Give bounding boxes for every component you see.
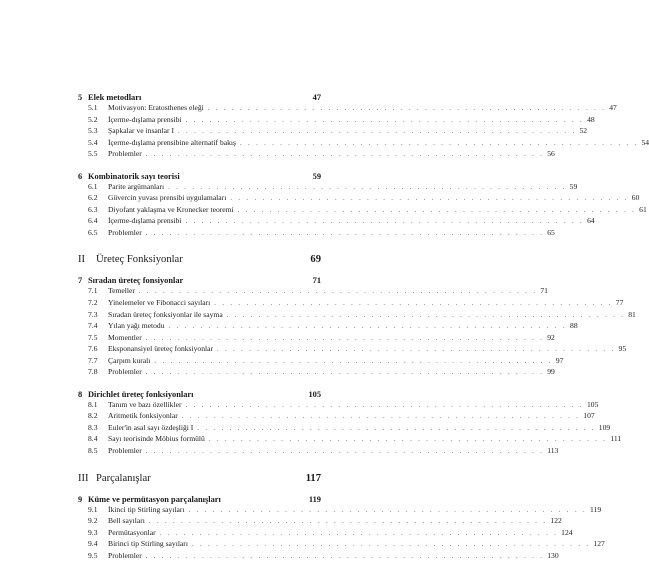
dot-leader: . . . . . . . . . . . . . . . . . . . . . . . . . . . . . . . . . . . . . . . . . . . . . . . . . . [181, 413, 581, 421]
section-number: 5.5 [88, 149, 98, 159]
dot-leader: . . . . . . . . . . . . . . . . . . . . . . . . . . . . . . . . . . . . . . . . . . . . . . . . . . [237, 206, 637, 214]
part-heading-left [78, 253, 183, 267]
chapter-block [78, 93, 649, 161]
chapter-title: Sıradan üreteç fonsiyonlar [88, 276, 184, 286]
chapter-heading-left [78, 495, 221, 505]
section-page-number: 59 [569, 181, 578, 191]
chapter-page-number: 105 [308, 389, 321, 399]
section-number: 7.3 [88, 309, 98, 319]
toc-entry[interactable] [78, 181, 578, 194]
chapter-heading-left [78, 93, 141, 103]
section-title: İçerme-dışlama prensibine alternatif bakış [108, 137, 236, 147]
section-number: 6.4 [88, 216, 98, 226]
section-number: 6.1 [88, 181, 98, 191]
chapter-number: 7 [78, 276, 83, 286]
section-page-number: 99 [547, 367, 555, 377]
chapter-page-number: 119 [308, 494, 321, 504]
section-title: Eksponansiyel üreteç fonksiyonlar [108, 344, 214, 354]
chapter-block [78, 276, 636, 378]
dot-leader: . . . . . . . . . . . . . . . . . . . . . . . . . . . . . . . . . . . . . . . . . . . . . . . . . . [168, 323, 568, 331]
section-title: İçerme-dışlama prensibi [108, 114, 182, 124]
section-title: Yılan yağı metodu [108, 321, 165, 331]
section-page-number: 107 [583, 411, 595, 421]
section-number: 7.5 [88, 332, 98, 342]
toc-entry[interactable] [78, 309, 636, 322]
toc-entry[interactable] [78, 286, 548, 298]
section-number: 9.5 [88, 550, 98, 560]
section-title: Güvercin yuvası prensibi uygulamaları [108, 193, 227, 203]
section-number: 5.1 [88, 103, 98, 112]
part-heading [78, 253, 321, 267]
toc-entry[interactable] [78, 332, 555, 345]
section-page-number: 97 [555, 355, 564, 365]
toc-entry[interactable] [78, 344, 627, 356]
chapter-number: 5 [78, 93, 83, 102]
section-number: 9.3 [88, 527, 98, 537]
section-number: 6.2 [88, 193, 98, 203]
dot-leader: . . . . . . . . . . . . . . . . . . . . . . . . . . . . . . . . . . . . . . . . . . . . . . . . . . [191, 541, 591, 549]
section-number: 7.8 [88, 367, 98, 377]
dot-leader: . . . . . . . . . . . . . . . . . . . . . . . . . . . . . . . . . . . . . . . . . . . . . . . . . . [145, 334, 545, 342]
toc-entry[interactable] [78, 527, 573, 540]
toc-entry[interactable] [78, 321, 578, 333]
part-heading [78, 472, 321, 486]
chapter-title: Elek metodları [88, 93, 142, 102]
section-title: Çarpım kuralı [108, 355, 151, 365]
section-title: Birinci tip Stirling sayıları [108, 539, 188, 549]
chapter-title: Kombinatorik sayı teorisi [88, 171, 180, 181]
dot-leader: . . . . . . . . . . . . . . . . . . . . . . . . . . . . . . . . . . . . . . . . . . . . . . . . . . [154, 357, 553, 365]
dot-leader: . . . . . . . . . . . . . . . . . . . . . . . . . . . . . . . . . . . . . . . . . . . . . . . . . . [145, 552, 545, 560]
section-page-number: 64 [587, 216, 595, 226]
toc-entry[interactable] [78, 227, 555, 240]
dot-leader: . . . . . . . . . . . . . . . . . . . . . . . . . . . . . . . . . . . . . . . . . . . . . . . . . . [240, 139, 639, 147]
table-of-contents [78, 93, 649, 562]
section-title: Diyofant yaklaşma ve Kronecker teoremi [108, 204, 234, 214]
section-number: 5.4 [88, 137, 98, 147]
toc-entry[interactable] [78, 126, 588, 138]
section-page-number: 122 [550, 516, 562, 526]
dot-leader: . . . . . . . . . . . . . . . . . . . . . . . . . . . . . . . . . . . . . . . . . . . . . . . . . . [159, 529, 559, 537]
part-number: III [78, 472, 89, 484]
section-number: 8.3 [88, 422, 98, 432]
section-page-number: 109 [598, 422, 611, 432]
section-number: 5.2 [88, 114, 98, 124]
toc-entry[interactable] [78, 550, 559, 563]
section-title: Sıradan üreteç fonksiyonlar ile sayma [108, 309, 223, 319]
part-number: II [78, 254, 86, 266]
toc-entry[interactable] [78, 193, 640, 205]
section-number: 6.3 [88, 204, 98, 214]
dot-leader: . . . . . . . . . . . . . . . . . . . . . . . . . . . . . . . . . . . . . . . . . . . . . . . . . . [214, 300, 613, 308]
section-title: Bell sayıları [108, 516, 145, 526]
dot-leader: . . . . . . . . . . . . . . . . . . . . . . . . . . . . . . . . . . . . . . . . . . . . . . . . . . [197, 424, 596, 432]
section-number: 7.7 [88, 355, 98, 365]
section-page-number: 130 [547, 550, 559, 560]
part-page-number: 117 [305, 472, 321, 484]
section-page-number: 95 [618, 344, 627, 354]
section-page-number: 48 [587, 114, 595, 124]
section-number: 9.4 [88, 539, 98, 549]
section-title: Euler'in asal sayı özdeşliği I [108, 422, 194, 432]
chapter-heading-left [78, 172, 180, 182]
section-page-number: 65 [547, 227, 555, 237]
section-title: Parite argümanları [108, 181, 165, 191]
dot-leader: . . . . . . . . . . . . . . . . . . . . . . . . . . . . . . . . . . . . . . . . . . . . . . . . . . [168, 183, 567, 191]
section-page-number: 92 [547, 332, 555, 342]
chapter-block [78, 171, 647, 240]
toc-entry[interactable] [78, 103, 617, 115]
toc-entry[interactable] [78, 298, 624, 310]
chapter-heading[interactable] [78, 93, 321, 103]
toc-entry[interactable] [78, 355, 564, 368]
toc-entry[interactable] [78, 422, 611, 435]
dot-leader: . . . . . . . . . . . . . . . . . . . . . . . . . . . . . . . . . . . . . . . . . . . . . . . . . . [208, 436, 608, 444]
section-title: İçerme-dışlama prensibi [108, 216, 182, 226]
chapter-heading[interactable] [78, 390, 321, 400]
dot-leader: . . . . . . . . . . . . . . . . . . . . . . . . . . . . . . . . . . . . . . . . . . . . . . . . . . [207, 105, 607, 112]
section-page-number: 119 [590, 504, 602, 514]
chapter-heading-left [78, 390, 193, 400]
section-title: Problemler [108, 149, 142, 159]
dot-leader: . . . . . . . . . . . . . . . . . . . . . . . . . . . . . . . . . . . . . . . . . . . . . . . . . . [138, 288, 538, 296]
section-title: Yinelemeler ve Fibonacci sayıları [108, 298, 211, 308]
section-title: Problemler [108, 227, 142, 237]
section-title: Permütasyonlar [108, 527, 156, 537]
section-number: 8.1 [88, 399, 98, 409]
section-page-number: 52 [579, 126, 588, 136]
section-title: Temeller [108, 286, 135, 296]
toc-entry[interactable] [78, 411, 595, 423]
section-page-number: 113 [547, 446, 559, 456]
section-page-number: 105 [586, 399, 599, 409]
dot-leader: . . . . . . . . . . . . . . . . . . . . . . . . . . . . . . . . . . . . . . . . . . . . . . . . . . [226, 311, 626, 319]
chapter-heading[interactable] [78, 495, 321, 505]
toc-entry[interactable] [78, 399, 599, 412]
section-page-number: 60 [631, 193, 640, 203]
part-title: Üreteç Fonksiyonlar [96, 254, 183, 266]
toc-entry[interactable] [78, 137, 649, 150]
section-title: Tanım ve bazı özellikler [108, 399, 182, 409]
section-number: 7.6 [88, 344, 98, 354]
toc-entry[interactable] [78, 114, 595, 127]
chapter-number: 8 [78, 389, 83, 399]
chapter-heading-left [78, 276, 183, 286]
section-title: Motivasyon: Eratosthenes eleği [108, 103, 204, 112]
section-number: 7.2 [88, 298, 98, 308]
toc-entry[interactable] [78, 367, 555, 379]
section-page-number: 77 [615, 298, 624, 308]
dot-leader: . . . . . . . . . . . . . . . . . . . . . . . . . . . . . . . . . . . . . . . . . . . . . . . . . . [178, 128, 577, 136]
section-number: 8.5 [88, 446, 98, 456]
section-title: Sayı teorisinde Möbius formülü [108, 434, 205, 444]
section-title: Momentler [108, 332, 142, 342]
part-heading-left [78, 472, 151, 486]
toc-entry[interactable] [78, 204, 647, 217]
section-title: Aritmetik fonksiyonlar [108, 411, 178, 421]
section-page-number: 56 [547, 149, 555, 159]
chapter-page-number: 71 [312, 276, 321, 286]
chapter-number: 9 [78, 494, 83, 504]
dot-leader: . . . . . . . . . . . . . . . . . . . . . . . . . . . . . . . . . . . . . . . . . . . . . . . . . . [145, 448, 545, 456]
toc-entry[interactable] [78, 516, 562, 528]
section-number: 7.1 [88, 286, 98, 296]
section-title: Problemler [108, 367, 142, 377]
section-number: 8.4 [88, 434, 98, 444]
chapter-heading[interactable] [78, 276, 321, 286]
section-number: 5.3 [88, 126, 98, 136]
section-title: Problemler [108, 550, 142, 560]
section-page-number: 127 [593, 539, 605, 549]
dot-leader: . . . . . . . . . . . . . . . . . . . . . . . . . . . . . . . . . . . . . . . . . . . . . . . . . . [145, 151, 545, 159]
chapter-block [78, 494, 605, 563]
section-page-number: 81 [628, 309, 636, 319]
dot-leader: . . . . . . . . . . . . . . . . . . . . . . . . . . . . . . . . . . . . . . . . . . . . . . . . . . [185, 218, 585, 226]
chapter-title: Dirichlet üreteç fonksiyonları [88, 389, 194, 399]
toc-entry[interactable] [78, 216, 595, 228]
toc-entry[interactable] [78, 434, 622, 446]
toc-entry[interactable] [78, 539, 605, 551]
part-title: Parçalanışlar [96, 472, 151, 484]
dot-leader: . . . . . . . . . . . . . . . . . . . . . . . . . . . . . . . . . . . . . . . . . . . . . . . . . . [188, 506, 588, 514]
dot-leader: . . . . . . . . . . . . . . . . . . . . . . . . . . . . . . . . . . . . . . . . . . . . . . . . . . [148, 518, 548, 526]
chapter-heading[interactable] [78, 172, 321, 182]
dot-leader: . . . . . . . . . . . . . . . . . . . . . . . . . . . . . . . . . . . . . . . . . . . . . . . . . . [145, 229, 545, 237]
section-title: Problemler [108, 446, 142, 456]
toc-entry[interactable] [78, 504, 602, 517]
chapter-block [78, 389, 622, 458]
section-page-number: 111 [610, 434, 622, 444]
section-page-number: 61 [639, 204, 647, 214]
toc-entry[interactable] [78, 149, 555, 161]
section-page-number: 88 [570, 321, 578, 331]
dot-leader: . . . . . . . . . . . . . . . . . . . . . . . . . . . . . . . . . . . . . . . . . . . . . . . . . . [217, 346, 616, 354]
section-number: 8.2 [88, 411, 98, 421]
chapter-title: Küme ve permütasyon parçalanışları [88, 494, 221, 504]
section-number: 6.5 [88, 227, 98, 237]
toc-entry[interactable] [78, 446, 559, 458]
chapter-page-number: 59 [312, 171, 321, 181]
section-number: 7.4 [88, 321, 98, 331]
section-title: İkinci tip Stirling sayıları [108, 504, 185, 514]
dot-leader: . . . . . . . . . . . . . . . . . . . . . . . . . . . . . . . . . . . . . . . . . . . . . . . . . . [145, 369, 545, 377]
section-page-number: 54 [641, 137, 649, 147]
dot-leader: . . . . . . . . . . . . . . . . . . . . . . . . . . . . . . . . . . . . . . . . . . . . . . . . . . [185, 116, 585, 124]
section-number: 9.1 [88, 504, 98, 514]
section-page-number: 124 [561, 527, 573, 537]
dot-leader: . . . . . . . . . . . . . . . . . . . . . . . . . . . . . . . . . . . . . . . . . . . . . . . . . . [185, 401, 584, 409]
chapter-page-number: 47 [312, 93, 321, 102]
dot-leader: . . . . . . . . . . . . . . . . . . . . . . . . . . . . . . . . . . . . . . . . . . . . . . . . . . [230, 195, 629, 203]
part-page-number: 69 [310, 254, 321, 266]
section-page-number: 71 [540, 286, 548, 296]
section-title: Şapkalar ve insanlar I [108, 126, 174, 136]
chapter-number: 6 [78, 171, 83, 181]
section-number: 9.2 [88, 516, 98, 526]
section-page-number: 47 [609, 103, 617, 112]
